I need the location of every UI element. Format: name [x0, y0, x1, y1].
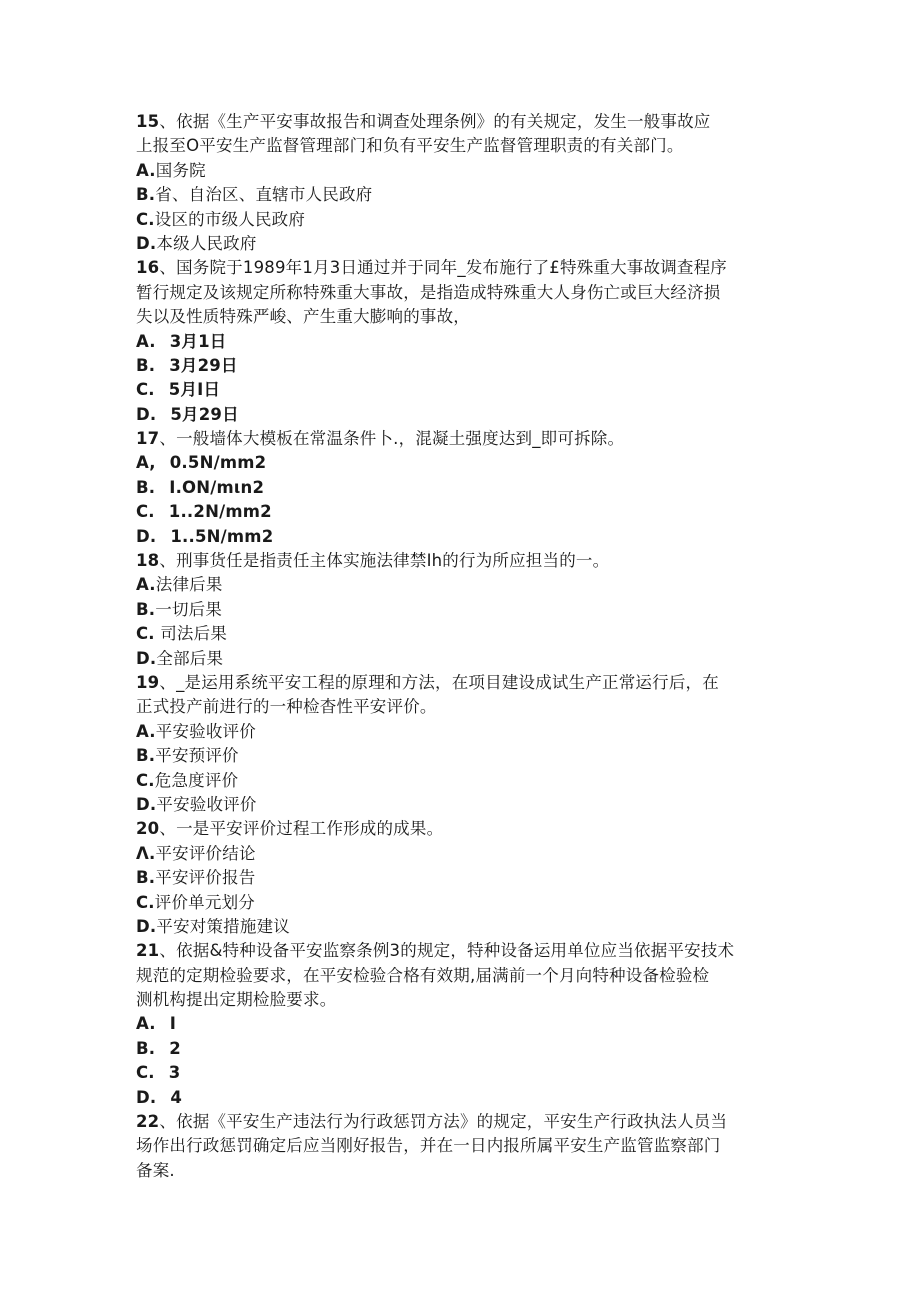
option-line — [136, 915, 786, 939]
option-key: D. — [136, 1087, 157, 1107]
option-text: 3月29日 — [169, 355, 238, 375]
option-line — [136, 1086, 786, 1110]
option-text: 省、自治区、直辖市人民政府 — [155, 185, 373, 205]
question-text: 正式投产前进行的一种检杳性平安评价。 — [136, 697, 437, 717]
option-key: A. — [136, 721, 156, 741]
option-text: I.ON/mιn2 — [169, 477, 265, 497]
question-number: 15 — [136, 112, 160, 131]
question-number: 20 — [136, 819, 160, 839]
question-line — [136, 671, 786, 695]
question-text: 、_是运用系统平安工程的原理和方法，在项目建设成试生产正常运行后，在 — [159, 672, 719, 692]
option-key: A. — [136, 1014, 156, 1034]
question-continuation — [136, 305, 786, 329]
option-text: 司法后果 — [154, 624, 228, 644]
question-text: 备案. — [136, 1160, 175, 1180]
question-number: 21 — [136, 941, 160, 961]
option-text: 3 — [168, 1063, 181, 1083]
option-key: C. — [136, 1063, 155, 1083]
option-text: 5月29日 — [170, 404, 239, 424]
question-text: 暂行规定及该规定所称特殊重大事故，是指造成特殊重大人身伤亡或巨大经济损 — [136, 282, 721, 302]
option-line — [136, 573, 786, 597]
question-number: 18 — [136, 551, 160, 571]
question-line — [136, 939, 786, 963]
option-line — [136, 330, 786, 354]
option-key: B. — [136, 746, 156, 766]
option-key: D. — [136, 526, 157, 546]
option-key: B. — [136, 599, 156, 619]
option-line — [136, 647, 786, 671]
question-continuation — [136, 281, 786, 305]
option-line — [136, 354, 786, 378]
option-line — [136, 891, 786, 915]
option-line — [136, 1012, 786, 1036]
option-text: 1..5N/mm2 — [170, 526, 274, 546]
option-text: 一切后果 — [155, 599, 223, 619]
question-text: 、一般墙体大模板在常温条件卜.，混凝土强度达到_即可拆除。 — [159, 429, 625, 449]
question-number: 16 — [136, 258, 160, 278]
option-key: A. — [136, 160, 156, 180]
option-line — [136, 1037, 786, 1061]
option-key: C. — [136, 209, 155, 229]
option-line — [136, 500, 786, 524]
option-key: D. — [136, 794, 157, 814]
option-text: 2 — [169, 1038, 181, 1058]
question-text: 失以及性质特殊严峻、产生重大膨响的事故， — [136, 307, 470, 327]
option-line — [136, 866, 786, 890]
option-text: 5月I日 — [168, 380, 221, 400]
question-text: 、刑事货任是指责任主体实施法律禁Ih的行为所应担当的一。 — [159, 551, 610, 571]
question-text: 、依据《平安生产违法行为行政惩罚方法》的规定，平安生产行政执法人员当 — [159, 1112, 728, 1132]
option-text: 平安评价结论 — [155, 843, 256, 863]
option-key: A. — [136, 575, 156, 595]
option-line — [136, 744, 786, 768]
question-text: 规范的定期检验要求，在平安检验合格有效期,届满前一个月向特种设备检验检 — [136, 965, 710, 985]
option-line — [136, 451, 786, 475]
option-key: Λ. — [136, 843, 156, 863]
option-line — [136, 769, 786, 793]
question-text: 场作出行政惩罚确定后应当刚好报告，并在一日内报所属平安生产监管监察部门 — [136, 1136, 721, 1156]
option-line — [136, 1061, 786, 1085]
option-line — [136, 842, 786, 866]
option-text: 平安验收评价 — [155, 721, 256, 741]
option-key: B. — [136, 185, 156, 205]
document-body — [136, 110, 786, 1183]
question-text: 、依据&特种设备平安监察条例3的规定，特种设备运用单位应当依据平安技术 — [159, 941, 735, 961]
question-line — [136, 817, 786, 841]
option-line — [136, 525, 786, 549]
question-text: 上报至O平安生产监督管理部门和负有平安生产监督管理职责的有关部门。 — [136, 136, 684, 156]
question-continuation — [136, 988, 786, 1012]
option-text: 平安对策措施建议 — [156, 916, 290, 936]
option-key: C. — [136, 770, 155, 790]
question-text: 、一是平安评价过程工作形成的成果。 — [159, 819, 444, 839]
option-key: C. — [136, 380, 155, 400]
option-line — [136, 208, 786, 232]
question-text: 测机构提出定期检脸要求。 — [136, 990, 337, 1010]
option-line — [136, 598, 786, 622]
question-line — [136, 549, 786, 573]
question-text: 、国务院于1989年1月3日通过并于同年_发布施行了£特殊重大事故调查程序 — [159, 258, 728, 278]
option-line — [136, 403, 786, 427]
question-line — [136, 427, 786, 451]
question-continuation — [136, 1134, 786, 1158]
option-text: 平安评价报告 — [155, 868, 256, 888]
option-key: B. — [136, 1038, 156, 1058]
option-line — [136, 159, 786, 183]
option-text: 1..2N/mm2 — [168, 502, 272, 522]
question-text: 、依据《生产平安事故报告和调查处理条例》的有关规定，发生一般事故应 — [159, 112, 711, 131]
question-number: 19 — [136, 672, 160, 692]
option-text: 设区的市级人民政府 — [154, 209, 306, 229]
option-key: D. — [136, 233, 157, 253]
option-text: 3月1日 — [169, 331, 227, 351]
option-key: C. — [136, 892, 155, 912]
option-key: B. — [136, 868, 156, 888]
option-line — [136, 378, 786, 402]
option-text: 0.5N/mm2 — [169, 453, 267, 473]
option-text: 平安预评价 — [155, 746, 239, 766]
option-key: A. — [136, 331, 156, 351]
option-text: 法律后果 — [155, 575, 223, 595]
option-text: 4 — [170, 1087, 183, 1107]
option-key: B. — [136, 477, 156, 497]
option-line — [136, 793, 786, 817]
option-key: D. — [136, 916, 157, 936]
option-text: 全部后果 — [156, 648, 224, 668]
question-continuation — [136, 695, 786, 719]
option-line — [136, 622, 786, 646]
question-continuation — [136, 1159, 786, 1183]
option-line — [136, 720, 786, 744]
option-key: A, — [136, 453, 156, 473]
question-line — [136, 110, 786, 134]
question-line — [136, 256, 786, 280]
question-number: 22 — [136, 1112, 160, 1132]
question-continuation — [136, 134, 786, 158]
option-text: 危急度评价 — [154, 770, 239, 790]
option-text: I — [169, 1014, 177, 1034]
option-text: 本级人民政府 — [156, 233, 257, 253]
option-text: 平安验收评价 — [156, 794, 257, 814]
option-line — [136, 183, 786, 207]
option-line — [136, 232, 786, 256]
question-continuation — [136, 964, 786, 988]
option-key: D. — [136, 404, 157, 424]
option-key: D. — [136, 648, 157, 668]
question-number: 17 — [136, 429, 160, 449]
option-text: 国务院 — [155, 160, 206, 180]
option-text: 评价单元划分 — [154, 892, 255, 912]
option-key: C. — [136, 502, 155, 522]
option-key: C. — [136, 624, 155, 644]
question-line — [136, 1110, 786, 1134]
option-line — [136, 476, 786, 500]
option-key: B. — [136, 355, 156, 375]
